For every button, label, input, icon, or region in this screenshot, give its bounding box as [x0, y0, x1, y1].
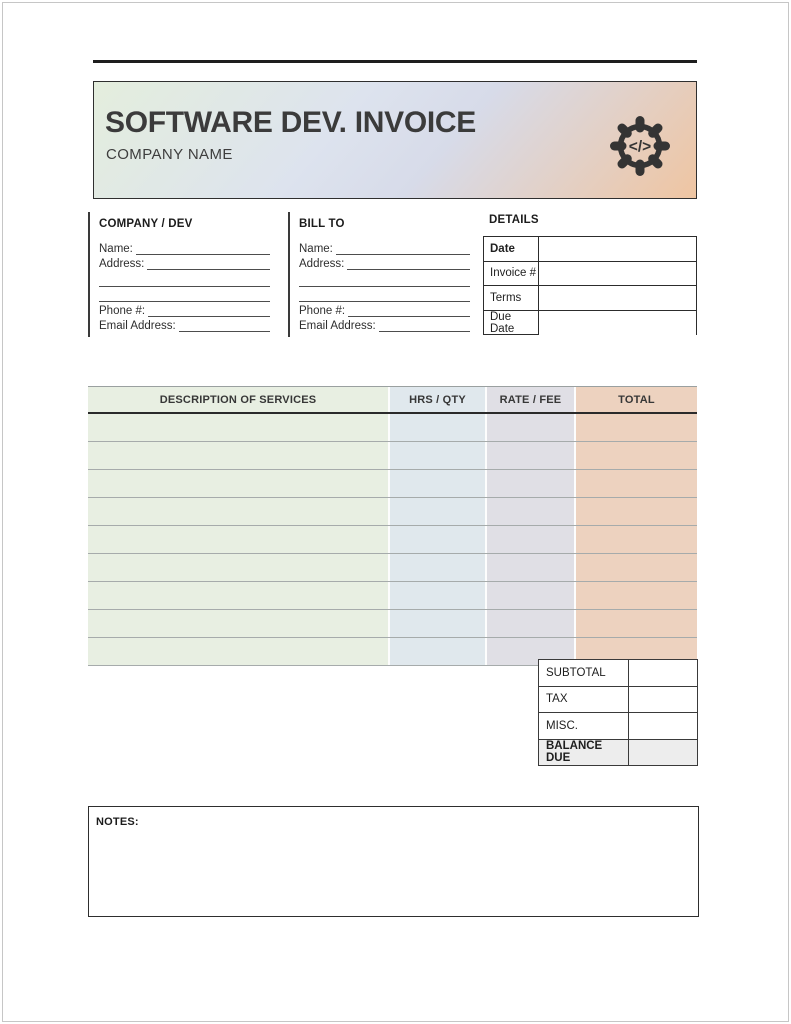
service-row: [88, 470, 697, 498]
fill-in-line[interactable]: [347, 258, 470, 270]
details-label: Terms: [484, 286, 539, 310]
fill-in-line[interactable]: [336, 243, 470, 255]
details-value-cell[interactable]: [539, 286, 696, 310]
details-row-invoice-number: [484, 262, 696, 287]
summary-row-subtotal: [539, 660, 697, 687]
billto-address-extra-line: [299, 287, 470, 302]
fill-in-line[interactable]: [99, 290, 270, 302]
service-cell[interactable]: [574, 442, 697, 469]
service-cell[interactable]: [485, 442, 574, 469]
field-label: Email Address:: [99, 320, 176, 332]
services-table: [88, 386, 697, 666]
summary-value-cell[interactable]: [628, 660, 697, 686]
service-cell[interactable]: [388, 470, 485, 497]
billto-email-field: [299, 317, 470, 332]
details-value-cell[interactable]: [539, 311, 696, 335]
summary-value-cell[interactable]: [628, 740, 697, 766]
page-title: SOFTWARE DEV. INVOICE: [105, 106, 476, 139]
details-row-due-date: [484, 311, 696, 335]
details-row-date: [484, 237, 696, 262]
service-cell[interactable]: [88, 554, 388, 581]
billto-address-extra-line: [299, 272, 470, 287]
service-cell[interactable]: [485, 470, 574, 497]
top-divider-rule: [93, 60, 697, 63]
service-row: [88, 498, 697, 526]
fill-in-line[interactable]: [379, 320, 470, 332]
fill-in-line[interactable]: [136, 243, 270, 255]
summary-row-misc: [539, 713, 697, 740]
service-cell[interactable]: [88, 442, 388, 469]
company-email-field: [99, 317, 270, 332]
service-cell[interactable]: [574, 582, 697, 609]
notes-label: NOTES:: [96, 816, 139, 828]
details-table: [483, 236, 697, 335]
service-cell[interactable]: [388, 498, 485, 525]
service-cell[interactable]: [388, 638, 485, 665]
summary-label: TAX: [546, 693, 568, 706]
section-details: [483, 212, 697, 335]
summary-row-tax: [539, 687, 697, 714]
column-header-rate-fee: RATE / FEE: [485, 387, 574, 412]
service-cell[interactable]: [574, 470, 697, 497]
summary-label: SUBTOTAL: [546, 666, 606, 679]
service-cell[interactable]: [388, 442, 485, 469]
service-row: [88, 554, 697, 582]
service-cell[interactable]: [485, 414, 574, 441]
notes-box[interactable]: [88, 806, 699, 917]
details-label: Date: [484, 237, 539, 261]
service-cell[interactable]: [88, 638, 388, 665]
service-cell[interactable]: [388, 554, 485, 581]
service-cell[interactable]: [485, 526, 574, 553]
services-table-body: [88, 414, 697, 666]
gear-code-icon: [607, 113, 673, 184]
service-cell[interactable]: [485, 554, 574, 581]
header-banner: [93, 81, 697, 199]
billto-name-field: [299, 240, 470, 255]
service-cell[interactable]: [88, 610, 388, 637]
service-cell[interactable]: [485, 582, 574, 609]
company-address-field: [99, 255, 270, 270]
billto-address-field: [299, 255, 470, 270]
service-row: [88, 442, 697, 470]
field-label: Phone #:: [299, 305, 346, 317]
bill-to-heading: BILL TO: [299, 218, 345, 230]
summary-table: [538, 659, 698, 766]
summary-label: MISC.: [546, 719, 578, 732]
service-cell[interactable]: [574, 554, 697, 581]
service-cell[interactable]: [88, 526, 388, 553]
service-cell[interactable]: [88, 498, 388, 525]
service-cell[interactable]: [574, 498, 697, 525]
column-header-total: TOTAL: [574, 387, 697, 412]
service-cell[interactable]: [574, 610, 697, 637]
company-name-field: [99, 240, 270, 255]
summary-value-cell[interactable]: [628, 713, 697, 739]
service-cell[interactable]: [388, 526, 485, 553]
column-header-hrs-qty: HRS / QTY: [388, 387, 485, 412]
service-row: [88, 414, 697, 442]
fill-in-line[interactable]: [99, 275, 270, 287]
service-cell[interactable]: [485, 610, 574, 637]
section-bill-to: [288, 212, 470, 337]
company-name-subtitle: COMPANY NAME: [106, 146, 233, 163]
service-cell[interactable]: [388, 582, 485, 609]
fill-in-line[interactable]: [299, 275, 470, 287]
service-row: [88, 582, 697, 610]
service-cell[interactable]: [88, 582, 388, 609]
service-cell[interactable]: [388, 610, 485, 637]
services-table-header: [88, 386, 697, 414]
fill-in-line[interactable]: [147, 258, 270, 270]
fill-in-line[interactable]: [348, 305, 470, 317]
field-label: Phone #:: [99, 305, 146, 317]
service-row: [88, 610, 697, 638]
details-value-cell[interactable]: [539, 262, 696, 286]
details-row-terms: [484, 286, 696, 311]
summary-value-cell[interactable]: [628, 687, 697, 713]
summary-row-balance-due: [539, 740, 697, 766]
company-dev-heading: COMPANY / DEV: [99, 218, 193, 230]
section-company-dev: [88, 212, 270, 337]
service-cell[interactable]: [574, 526, 697, 553]
company-address-extra-line: [99, 272, 270, 287]
details-label: Due Date: [484, 311, 539, 335]
company-address-extra-line: [99, 287, 270, 302]
field-label: Address:: [299, 258, 345, 270]
summary-label: BALANCE DUE: [546, 740, 603, 765]
details-value-cell[interactable]: [539, 237, 696, 261]
fill-in-line[interactable]: [299, 290, 470, 302]
billto-phone-field: [299, 302, 470, 317]
service-row: [88, 526, 697, 554]
fill-in-line[interactable]: [148, 305, 270, 317]
column-header-description: DESCRIPTION OF SERVICES: [88, 387, 388, 412]
service-cell[interactable]: [574, 414, 697, 441]
service-cell[interactable]: [485, 498, 574, 525]
field-label: Name:: [99, 243, 133, 255]
service-cell[interactable]: [88, 414, 388, 441]
fill-in-line[interactable]: [179, 320, 270, 332]
service-cell[interactable]: [388, 414, 485, 441]
service-cell[interactable]: [88, 470, 388, 497]
details-label: Invoice #: [484, 262, 539, 286]
svg-text:</>: </>: [628, 138, 652, 156]
field-label: Name:: [299, 243, 333, 255]
field-label: Address:: [99, 258, 145, 270]
company-phone-field: [99, 302, 270, 317]
field-label: Email Address:: [299, 320, 376, 332]
details-heading: DETAILS: [489, 214, 539, 226]
